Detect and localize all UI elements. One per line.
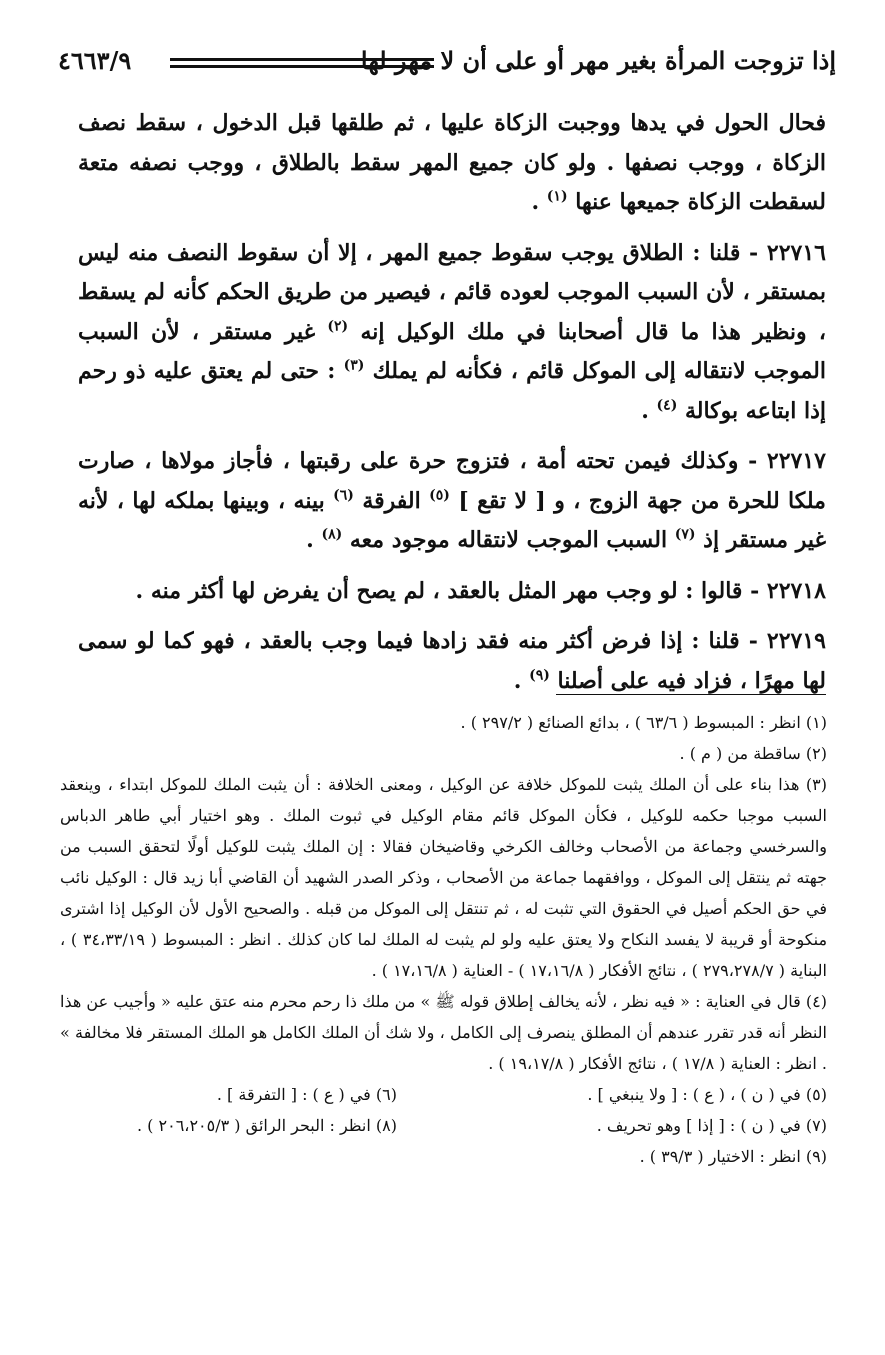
footnote-divider <box>556 694 826 695</box>
header-page-number: ٤٦٦٣/٩ <box>58 46 132 75</box>
footnote-2: (٢) ساقطة من ( م ) . <box>679 744 827 763</box>
footnote-ref[interactable]: (٢) <box>327 318 349 335</box>
footnote-ref[interactable]: (٥) <box>429 487 450 504</box>
footnote-row <box>60 1110 827 1141</box>
footnote-5: (٥) في ( ن ) ، ( ع ) : [ ولا ينبغي ] . <box>587 1085 827 1104</box>
footnote-row <box>60 1079 827 1110</box>
footnote-9: (٩) انظر : الاختيار ( ٣٩/٣ ) . <box>639 1147 827 1166</box>
paragraph-number: ٢٢٧١٨ <box>766 577 826 604</box>
footnotes <box>60 707 827 1172</box>
footnote-7: (٧) في ( ن ) : [ إذا ] وهو تحريف . <box>596 1116 827 1135</box>
footnote-ref[interactable]: (٩) <box>529 667 550 684</box>
header-title: إذا تزوجت المرأة بغير مهر أو على أن لا مهر لها <box>360 46 836 75</box>
running-header <box>58 42 836 84</box>
paragraph-22718: ٢٢٧١٨ - قالوا : لو وجب مهر المثل بالعقد ، لم يصح أن يفرض لها أكثر منه . <box>135 577 826 604</box>
footnote-6: (٦) في ( ع ) : [ التفرقة ] . <box>216 1085 397 1104</box>
footnote-ref[interactable]: (٦) <box>333 487 354 504</box>
footnote-ref[interactable]: (٤) <box>656 397 678 414</box>
paragraph-22717: ٢٢٧١٧ - وكذلك فيمن تحته أمة ، فتزوج حرة على رقبتها ، فأجاز مولاها ، صارت ملكا للحرة من جهة الزوج ، و [ لا تقع ] $^{(٥)}$ الفرقة $^{(٦)}$ بينه ، وبينها بملكه لها ، لأنه غير مستقر إذ $^{(٧)}$ السبب الموجب لانتقاله موجود معه $^{(٨)}$ . <box>78 448 826 553</box>
footnote-ref[interactable]: (٨) <box>321 526 343 543</box>
paragraph-continuation: فحال الحول في يدها ووجبت الزكاة عليها ، ثم طلقها قبل الدخول ، سقط نصف الزكاة ، ووجب نصفها . ولو كان جميع المهر سقط بالطلاق ، ووجب نصفه متعة لسقطت الزكاة جميعها عنها $^{(١)}$ . <box>78 110 826 215</box>
footnote-4: (٤) قال في العناية : « فيه نظر ، لأنه يخالف إطلاق قوله ﷺ » من ملك ذا رحم محرم منه عتق عليه « وأجيب عن هذا النظر أنه قدر تقرر عندهم أن المطلق ينصرف إلى الكامل ، ولا شك أن الملك الكامل هو الملك المستقر فلا مخالفة » . انظر : العناية ( ١٧/٨ ) ، نتائج الأفكار ( ١٩،١٧/٨ ) . <box>60 992 827 1073</box>
footnote-ref[interactable]: (١) <box>546 188 568 205</box>
paragraph-number: ٢٢٧١٧ <box>766 448 826 474</box>
footnote-ref[interactable]: (٧) <box>674 526 696 543</box>
main-text <box>78 104 826 712</box>
paragraph-number: ٢٢٧١٩ <box>766 628 826 654</box>
footnote-3: (٣) هذا بناء على أن الملك يثبت للموكل خلافة عن الوكيل ، ومعنى الخلافة : أن يثبت الملك للموكل ابتداء ، وينعقد السبب موجبا حكمه للوكيل ، فكأن الموكل قائم مقام الوكيل في ثبوت الملك . وهو اختيار أبي طاهر الدباس والسرخسي وجماعة من الأصحاب وخالف الكرخي وقاضيخان فقالا : إن الملك يثبت للوكيل أولًا لتحقق السبب من جهته ثم ينتقل إلى الموكل ، ووافقهما جماعة من الأصحاب ، وذكر الصدر الشهيد أن القاضي أبا زيد قال : الوكيل نائب في حق الحكم أصيل في الحقوق التي تثبت له ، ثم تنتقل إلى الموكل من قبله . والصحيح الأول لأن الوكيل إذا اشترى منكوحة أو قريبة لا يفسد النكاح ولا يعتق عليه ولو لم يثبت له الملك لما كان كذلك . انظر : المبسوط ( ٣٤،٣٣/١٩ ) ، البناية ( ٢٧٩،٢٧٨/٧ ) ، نتائج الأفكار ( ١٧،١٦/٨ ) - العناية ( ١٧،١٦/٨ ) . <box>60 775 828 980</box>
footnote-1: (١) انظر : المبسوط ( ٦٣/٦ ) ، بدائع الصنائع ( ٢٩٧/٢ ) . <box>460 713 827 732</box>
paragraph-number: ٢٢٧١٦ <box>766 239 826 266</box>
paragraph-22716: ٢٢٧١٦ - قلنا : الطلاق يوجب سقوط جميع المهر ، إلا أن سقوط النصف منه ليس بمستقر ، لأن السبب الموجب لعوده قائم ، فيصير من طريق الحكم كأنه لم يسقط ، ونظير هذا ما قال أصحابنا في ملك الوكيل إنه $^{(٢)}$ غير مستقر ، لأن السبب الموجب لانتقاله إلى الموكل قائم ، فكأنه لم يملك $^{(٣)}$ : حتى لم يعتق عليه ذو رحم إذا ابتاعه بوكالة $^{(٤)}$ . <box>78 239 826 424</box>
footnote-8: (٨) انظر : البحر الرائق ( ٢٠٦،٢٠٥/٣ ) . <box>137 1116 397 1135</box>
header-double-rule <box>170 58 434 68</box>
footnote-ref[interactable]: (٣) <box>343 357 365 374</box>
paragraph-22719: ٢٢٧١٩ - قلنا : إذا فرض أكثر منه فقد زادها فيما وجب بالعقد ، فهو كما لو سمى لها مهرًا ، فزاد فيه على أصلنا $^{(٩)}$ . <box>78 628 826 694</box>
